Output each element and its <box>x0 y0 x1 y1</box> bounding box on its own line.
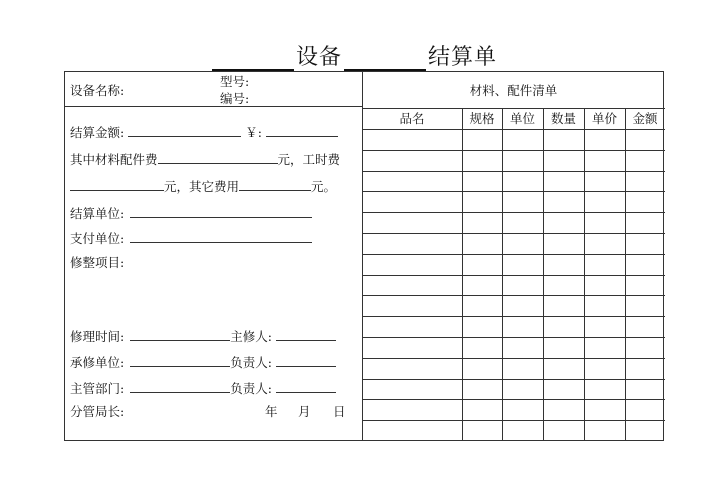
table-row-line <box>362 358 665 359</box>
title-word-equipment: 设备 <box>295 45 342 70</box>
col-header-price: 单价 <box>591 111 617 126</box>
responsible-field-2[interactable] <box>276 380 336 393</box>
yuan-label: 元。 <box>311 179 337 194</box>
col-header-name: 品名 <box>399 111 425 126</box>
labor-fee-label: 元，工时费 <box>277 152 341 167</box>
repair-unit-field[interactable] <box>130 354 230 367</box>
responsible-label-1: 负责人: <box>230 355 272 370</box>
document-title <box>0 40 707 71</box>
repair-unit-line <box>70 354 336 370</box>
divider-left-header <box>65 106 362 107</box>
date-month-label: 月 <box>298 404 311 419</box>
table-row-line <box>362 295 665 296</box>
dept-field[interactable] <box>130 380 230 393</box>
materials-fee-field[interactable] <box>158 151 278 164</box>
table-row-line <box>362 254 665 255</box>
table-row-line <box>362 233 665 234</box>
materials-list-title: 材料、配件清单 <box>469 83 558 98</box>
other-fee-field[interactable] <box>239 178 311 191</box>
labor-fee-field[interactable] <box>70 178 164 191</box>
settlement-form <box>64 71 664 441</box>
director-label: 分管局长: <box>70 404 125 419</box>
table-row-line <box>362 379 665 380</box>
settle-unit-field[interactable] <box>130 205 312 218</box>
dept-label: 主管部门: <box>70 381 125 396</box>
table-row-line <box>362 191 665 192</box>
repair-time-field[interactable] <box>130 328 230 341</box>
repair-unit-label: 承修单位: <box>70 355 125 370</box>
title-blank-2[interactable] <box>344 49 426 71</box>
amount-field[interactable] <box>128 124 241 137</box>
table-row-line <box>362 150 665 151</box>
date-year-label: 年 <box>265 404 278 419</box>
title-blank-1[interactable] <box>212 49 294 71</box>
pay-unit-line <box>70 230 312 246</box>
table-row-line <box>362 171 665 172</box>
chief-repairer-field[interactable] <box>276 328 336 341</box>
pay-unit-label: 支付单位: <box>70 231 125 246</box>
title-word-settlement: 结算单 <box>428 45 498 70</box>
settle-unit-label: 结算单位: <box>70 206 125 221</box>
date-day-label: 日 <box>333 404 346 419</box>
chief-repairer-label: 主修人: <box>230 329 272 344</box>
other-fee-label: 元，其它费用 <box>164 179 240 194</box>
table-row-line <box>362 337 665 338</box>
col-header-qty: 数量 <box>550 111 576 126</box>
table-row-line <box>362 399 665 400</box>
materials-fee-line <box>70 151 340 167</box>
responsible-field-1[interactable] <box>276 354 336 367</box>
amount-line <box>70 124 338 140</box>
table-row-line <box>362 316 665 317</box>
yen-field[interactable] <box>266 124 338 137</box>
dept-line <box>70 380 336 396</box>
equipment-name-label: 设备名称: <box>70 83 125 98</box>
repair-time-label: 修理时间: <box>70 329 125 344</box>
col-header-unit: 单位 <box>509 111 535 126</box>
col-header-spec: 规格 <box>469 111 495 126</box>
model-label: 型号: <box>220 74 250 89</box>
table-row-line <box>362 275 665 276</box>
settle-unit-line <box>70 205 312 221</box>
table-row-line <box>362 212 665 213</box>
serial-label: 编号: <box>220 91 250 106</box>
repair-items-label: 修整项目: <box>70 255 125 270</box>
pay-unit-field[interactable] <box>130 230 312 243</box>
other-fee-line <box>70 178 336 194</box>
yen-label: ￥: <box>245 125 262 140</box>
table-row-line <box>362 420 665 421</box>
table-row-line <box>362 129 665 130</box>
responsible-label-2: 负责人: <box>230 381 272 396</box>
table-top-line <box>362 108 665 109</box>
repair-time-line <box>70 328 336 344</box>
col-header-amount: 金额 <box>632 111 658 126</box>
divider-main <box>362 72 363 440</box>
amount-label: 结算金额: <box>70 125 125 140</box>
materials-fee-label: 其中材料配件费 <box>70 152 158 167</box>
